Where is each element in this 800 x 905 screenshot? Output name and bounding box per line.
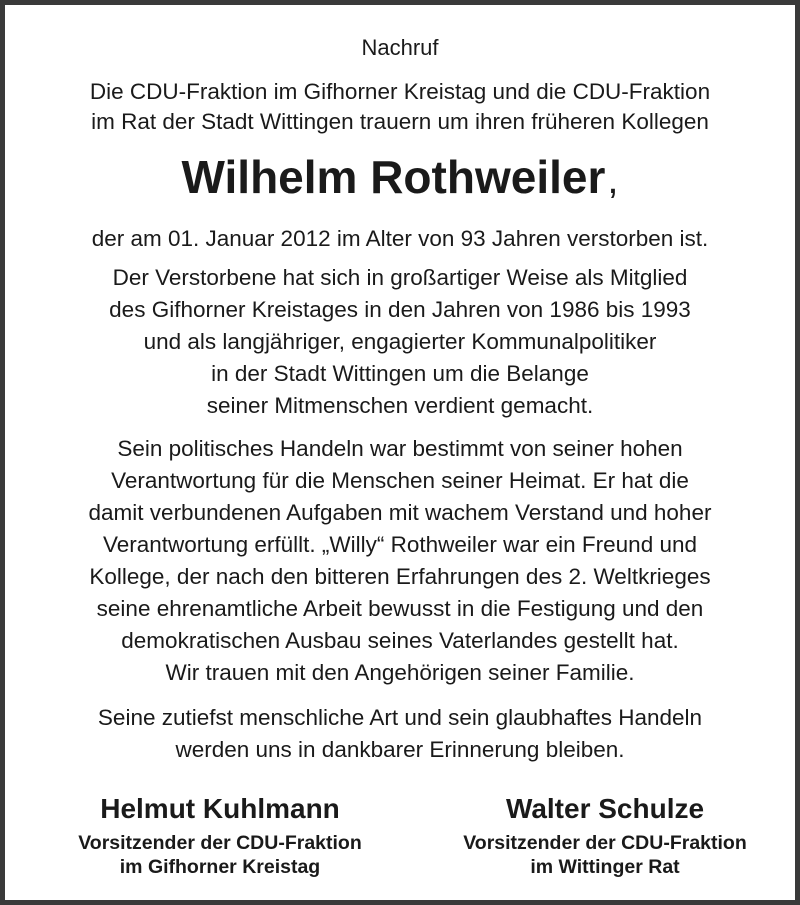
text-line: Kollege, der nach den bitteren Erfahrungen des 2. Weltkrieges bbox=[89, 564, 711, 589]
signatory-name: Walter Schulze bbox=[505, 793, 705, 824]
text-line: seiner Mitmenschen verdient gemacht. bbox=[206, 393, 594, 418]
deceased-name: Wilhelm Rothweiler bbox=[181, 151, 606, 203]
text-line: Der Verstorbene hat sich in großartiger Weise als Mitglied bbox=[112, 265, 688, 290]
text-line: in der Stadt Wittingen um die Belange bbox=[211, 361, 589, 386]
deceased-name-line bbox=[5, 149, 795, 208]
signatory-right bbox=[425, 791, 785, 879]
signatory-left bbox=[40, 791, 400, 879]
intro-text bbox=[25, 77, 775, 137]
death-line-text: der am 01. Januar 2012 im Alter von 93 Jahren verstorben ist. bbox=[91, 226, 709, 251]
text-line: des Gifhorner Kreistages in den Jahren von 1986 bis 1993 bbox=[109, 297, 691, 322]
signatory-role bbox=[425, 831, 785, 879]
role-line: Vorsitzender der CDU-Fraktion bbox=[78, 832, 362, 854]
text-line: demokratischen Ausbau seines Vaterlandes gestellt hat. bbox=[121, 628, 679, 653]
role-line: im Wittinger Rat bbox=[530, 856, 680, 878]
text-line: Seine zutiefst menschliche Art und sein glaubhaftes Handeln bbox=[97, 705, 703, 730]
signatory-role bbox=[40, 831, 400, 879]
name-suffix: , bbox=[607, 158, 619, 202]
text-line: Verantwortung erfüllt. „Willy“ Rothweiler war ein Freund und bbox=[103, 532, 697, 557]
text-line: seine ehrenamtliche Arbeit bewusst in die Festigung und den bbox=[96, 596, 704, 621]
notice-heading: Nachruf bbox=[361, 35, 439, 60]
death-line bbox=[25, 223, 775, 255]
role-line: im Gifhorner Kreistag bbox=[119, 856, 321, 878]
text-line: damit verbundenen Aufgaben mit wachem Verstand und hoher bbox=[88, 500, 712, 525]
role-line: Vorsitzender der CDU-Fraktion bbox=[463, 832, 747, 854]
intro-line: im Rat der Stadt Wittingen trauern um ihren früheren Kollegen bbox=[91, 109, 709, 134]
intro-line: Die CDU-Fraktion im Gifhorner Kreistag und die CDU-Fraktion bbox=[89, 79, 711, 104]
text-line: und als langjähriger, engagierter Kommunalpolitiker bbox=[143, 329, 657, 354]
paragraph-merits bbox=[25, 262, 775, 422]
text-line: Sein politisches Handeln war bestimmt von seiner hohen bbox=[117, 436, 683, 461]
text-line: werden uns in dankbarer Erinnerung bleiben. bbox=[175, 737, 625, 762]
text-line: Verantwortung für die Menschen seiner Heimat. Er hat die bbox=[111, 468, 689, 493]
paragraph-closing bbox=[25, 702, 775, 766]
signatory-name: Helmut Kuhlmann bbox=[100, 793, 340, 824]
text-line: Wir trauen mit den Angehörigen seiner Familie. bbox=[165, 660, 635, 685]
paragraph-politics bbox=[25, 433, 775, 689]
